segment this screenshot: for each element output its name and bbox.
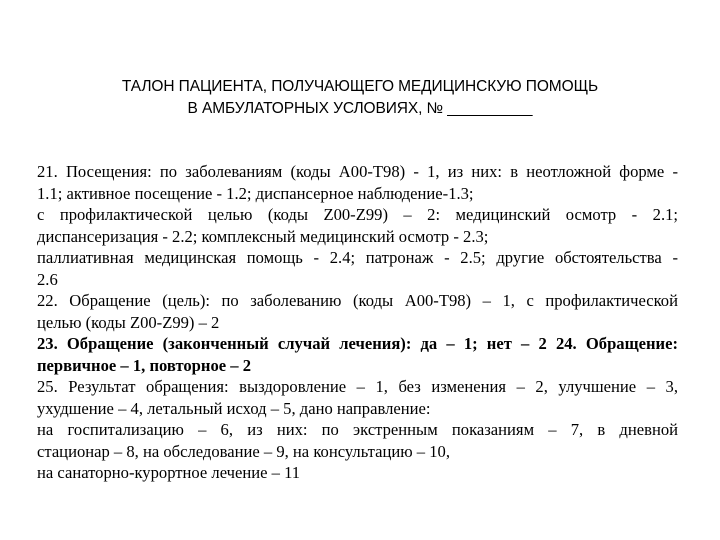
item-21-line-1: 21. Посещения: по заболеваниям (коды А00-Т98) - 1, из них: в неотложной форме -	[37, 162, 678, 181]
title-line-2: В АМБУЛАТОРНЫХ УСЛОВИЯХ, № __________	[187, 100, 533, 117]
item-25-line-4: стационар – 8, на обследование – 9, на консультацию – 10,	[37, 441, 450, 461]
document-title	[0, 76, 720, 120]
title-line-1: ТАЛОН ПАЦИЕНТА, ПОЛУЧАЮЩЕГО МЕДИЦИНСКУЮ ПОМОЩЬ	[121, 78, 599, 95]
item-21-line-4: диспансеризация - 2.2; комплексный медицинский осмотр - 2.3;	[37, 226, 489, 246]
item-21-line-2: 1.1; активное посещение - 1.2; диспансерное наблюдение-1.3;	[37, 183, 474, 203]
document-body	[37, 161, 678, 484]
item-22-line-2: целью (коды Z00-Z99) – 2	[37, 312, 220, 332]
item-21-line-5: паллиативная медицинская помощь - 2.4; патронаж - 2.5; другие обстоятельства -	[37, 248, 678, 267]
item-21-line-6: 2.6	[37, 269, 58, 289]
item-21-line-3: с профилактической целью (коды Z00-Z99) – 2: медицинский осмотр - 2.1;	[37, 205, 678, 224]
item-24-line-2: первичное – 1, повторное – 2	[37, 355, 252, 375]
item-22-line-1: 22. Обращение (цель): по заболеванию (коды А00-Т98) – 1, с профилактической	[37, 291, 678, 310]
item-25-line-5: на санаторно-курортное лечение – 11	[37, 463, 301, 482]
item-25-line-3: на госпитализацию – 6, из них: по экстренным показаниям – 7, в дневной	[37, 420, 678, 439]
item-25-line-2: ухудшение – 4, летальный исход – 5, дано направление:	[37, 398, 431, 418]
item-23-24-line-1: 23. Обращение (законченный случай лечения): да – 1; нет – 2 24. Обращение:	[37, 334, 678, 353]
item-25-line-1: 25. Результат обращения: выздоровление – 1, без изменения – 2, улучшение – 3,	[37, 377, 678, 396]
